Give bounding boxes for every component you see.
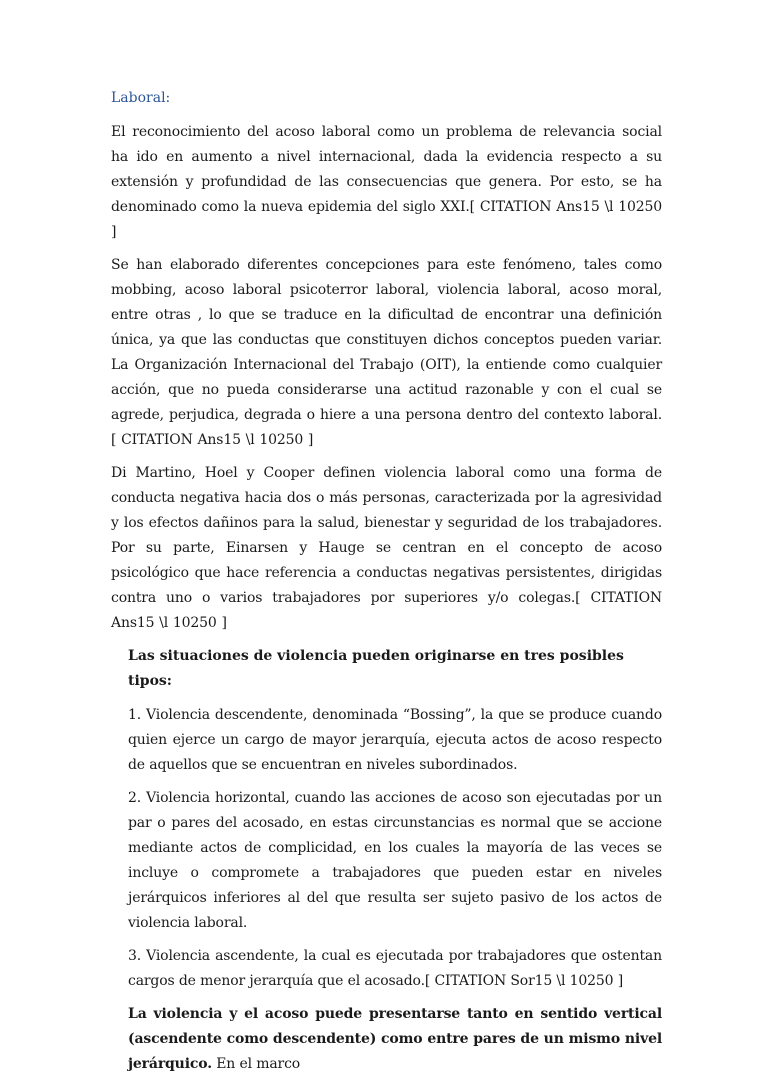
list-title: Las situaciones de violencia pueden originarse en tres posibles tipos: (128, 648, 624, 689)
list-item: 3. Violencia ascendente, la cual es ejecutada por trabajadores que ostentan cargos de menor jerarquía que el acosado.[ CITATION Sor15 \l 10250 ] (128, 948, 662, 989)
closing-paragraph (128, 1002, 662, 1077)
section-heading: Laboral: (111, 90, 171, 106)
paragraph: Se han elaborado diferentes concepciones para este fenómeno, tales como mobbing, acoso laboral psicoterror laboral, violencia laboral, acoso moral, entre otras , lo que se traduce en la dificultad de encontrar una definición única, ya que las conductas que constituyen dichos conceptos pueden variar. La Organización Internacional del Trabajo (OIT), la entiende como cualquier acción, que no pueda considerarse una actitud razonable y con el cual se agrede, perjudica, degrada o hiere a una persona dentro del contexto laboral.[ CITATION Ans15 \l 10250 ] (111, 257, 662, 448)
list-item: 2. Violencia horizontal, cuando las acciones de acoso son ejecutadas por un par o pares del acosado, en estas circunstancias es normal que se accione mediante actos de complicidad, en los cuales la mayoría de las veces se incluye o compromete a trabajadores que pueden estar en niveles jerárquicos inferiores al del que resulta ser sujeto pasivo de los actos de violencia laboral. (128, 790, 662, 931)
closing-tail-text: En el marco (211, 1056, 301, 1072)
list-item: 1. Violencia descendente, denominada “Bossing”, la que se produce cuando quien ejerce un cargo de mayor jerarquía, ejecuta actos de acoso respecto de aquellos que se encuentran en niveles subordinados. (128, 707, 662, 773)
paragraph: El reconocimiento del acoso laboral como un problema de relevancia social ha ido en aumento a nivel internacional, dada la evidencia respecto a su extensión y profundidad de las consecuencias que genera. Por esto, se ha denominado como la nueva epidemia del siglo XXI.[ CITATION Ans15 \l 10250 ] (111, 124, 662, 240)
paragraph: Di Martino, Hoel y Cooper definen violencia laboral como una forma de conducta negativa hacia dos o más personas, caracterizada por la agresividad y los efectos dañinos para la salud, bienestar y seguridad de los trabajadores. Por su parte, Einarsen y Hauge se centran en el concepto de acoso psicológico que hace referencia a conductas negativas persistentes, dirigidas contra uno o varios trabajadores por superiores y/o colegas.[ CITATION Ans15 \l 10250 ] (111, 465, 662, 631)
closing-bold-text: La violencia y el acoso puede presentarse tanto en sentido vertical (ascendente como descendente) como entre pares de un mismo nivel jerárquico. (128, 1006, 662, 1072)
document-body (111, 86, 662, 1085)
